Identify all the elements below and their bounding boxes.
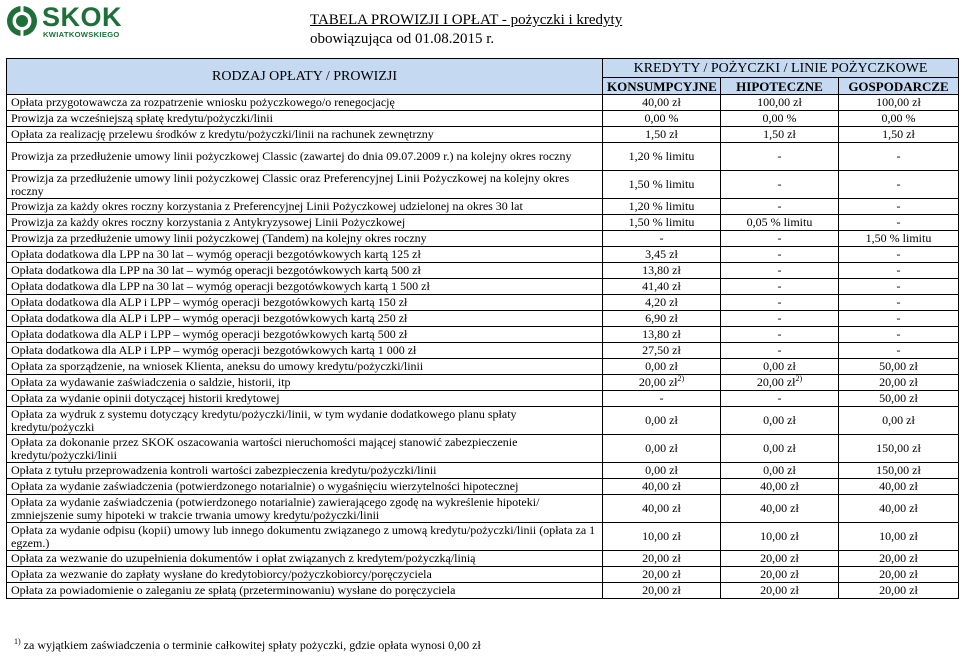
table-row xyxy=(7,375,959,391)
fee-value-text: 40,00 zł xyxy=(642,95,681,109)
fee-value-text: 0,00 zł xyxy=(763,463,796,477)
fee-value xyxy=(603,143,721,171)
fee-value-text: 4,20 zł xyxy=(645,295,678,309)
fee-label: Opłata za realizację przelewu środków z kredytu/pożyczki/linii na rachunek zewnętrzny xyxy=(7,127,603,143)
table-row xyxy=(7,327,959,343)
fee-value xyxy=(721,359,839,375)
fee-value-text: 10,00 zł xyxy=(879,529,918,543)
table-row xyxy=(7,311,959,327)
fee-value xyxy=(839,435,959,463)
fee-value xyxy=(721,143,839,171)
fee-value-text: 1,20 % limitu xyxy=(628,149,695,163)
fee-value-text: 1,50 zł xyxy=(763,127,796,141)
fee-value xyxy=(839,263,959,279)
fee-value-text: 0,05 % limitu xyxy=(746,215,813,229)
fee-value-text: 20,00 zł xyxy=(642,583,681,597)
fee-value xyxy=(839,327,959,343)
page-subtitle: obowiązująca od 01.08.2015 r. xyxy=(310,31,495,47)
fee-label: Opłata z tytułu przeprowadzenia kontroli wartości zabezpieczenia kredytu/pożyczki/linii xyxy=(7,463,603,479)
fee-value-text: 20,00 zł xyxy=(760,567,799,581)
fee-value xyxy=(721,111,839,127)
fee-value xyxy=(839,143,959,171)
logo-subtitle: KWIATKOWSKIEGO xyxy=(43,30,120,39)
fee-value xyxy=(839,523,959,551)
fee-value xyxy=(839,247,959,263)
fee-value-text: - xyxy=(896,263,901,277)
fee-value-text: 40,00 zł xyxy=(879,501,918,515)
fee-value-text: - xyxy=(659,391,664,405)
fee-value-text: - xyxy=(777,391,782,405)
fee-value-text: 40,00 zł xyxy=(760,479,799,493)
fee-value xyxy=(839,359,959,375)
fee-value xyxy=(603,199,721,215)
fee-value xyxy=(839,111,959,127)
fee-value xyxy=(839,215,959,231)
fee-value xyxy=(721,567,839,583)
fee-value-text: - xyxy=(896,311,901,325)
fee-value xyxy=(721,127,839,143)
table-row xyxy=(7,127,959,143)
table-row xyxy=(7,463,959,479)
logo-wordmark: SKOK xyxy=(42,2,123,32)
fee-value-text: - xyxy=(777,177,782,191)
table-row xyxy=(7,479,959,495)
fee-value-text: 3,45 zł xyxy=(645,247,678,261)
fee-value-text: - xyxy=(777,327,782,341)
fee-label: Opłata przygotowawcza za rozpatrzenie wniosku pożyczkowego/o renegocjację xyxy=(7,95,603,111)
fee-value xyxy=(839,279,959,295)
fee-value-text: 20,00 zł xyxy=(760,551,799,565)
fee-value xyxy=(839,127,959,143)
fee-value-text: 0,00 % xyxy=(644,111,679,125)
fee-value-text: - xyxy=(777,247,782,261)
row-header: RODZAJ OPŁATY / PROWIZJI xyxy=(7,59,603,95)
fee-value xyxy=(721,247,839,263)
fee-value xyxy=(603,279,721,295)
fee-value xyxy=(721,523,839,551)
fee-value xyxy=(603,263,721,279)
fee-value xyxy=(603,311,721,327)
fee-value xyxy=(603,215,721,231)
fee-label: Opłata za wydanie zaświadczenia (potwierdzonego notarialnie) zawierającego zgodę na wykreślenie hipoteki/ zmniejszenie sumy hipoteki w trakcie trwania umowy kredytu/pożyczki/linii xyxy=(7,495,603,523)
table-row xyxy=(7,95,959,111)
fee-value-text: 20,00 zł xyxy=(879,567,918,581)
table-row xyxy=(7,523,959,551)
table-row xyxy=(7,583,959,599)
fee-value-text: - xyxy=(896,247,901,261)
fee-value xyxy=(721,215,839,231)
fee-value xyxy=(721,343,839,359)
fee-label: Opłata dodatkowa dla ALP i LPP – wymóg operacji bezgotówkowych kartą 500 zł xyxy=(7,327,603,343)
fee-value-text: - xyxy=(777,263,782,277)
fee-rows xyxy=(7,95,959,599)
fee-label: Opłata za wezwanie do uzupełnienia dokumentów i opłat związanych z kredytem/pożyczką/linią xyxy=(7,551,603,567)
table-row xyxy=(7,295,959,311)
fee-value xyxy=(603,495,721,523)
fee-value-text: 10,00 zł xyxy=(760,529,799,543)
fee-value xyxy=(721,407,839,435)
table-row xyxy=(7,143,959,171)
fee-value xyxy=(603,247,721,263)
fee-value xyxy=(839,375,959,391)
fee-value xyxy=(839,391,959,407)
fee-label: Opłata za wydawanie zaświadczenia o saldzie, historii, itp xyxy=(7,375,603,391)
table-row xyxy=(7,407,959,435)
fee-value xyxy=(839,479,959,495)
fee-value xyxy=(603,231,721,247)
fee-value-text: - xyxy=(896,149,901,163)
fee-label: Opłata dodatkowa dla ALP i LPP – wymóg operacji bezgotówkowych kartą 150 zł xyxy=(7,295,603,311)
fee-value-text: 20,00 zł xyxy=(638,375,678,389)
fee-label: Opłata za wydanie opinii dotyczącej historii kredytowej xyxy=(7,391,603,407)
fee-value-text: 150,00 zł xyxy=(876,463,921,477)
fee-value-text: 20,00 zł xyxy=(879,375,918,389)
fee-value-text: - xyxy=(896,199,901,213)
fee-value-text: - xyxy=(777,295,782,309)
fee-value xyxy=(603,375,721,391)
fee-value-text: 0,00 % xyxy=(762,111,797,125)
table-row xyxy=(7,435,959,463)
fee-value xyxy=(721,199,839,215)
fee-value xyxy=(839,231,959,247)
fee-value-text: 0,00 zł xyxy=(882,413,915,427)
fee-value xyxy=(839,343,959,359)
fee-label: Opłata za wydanie zaświadczenia (potwierdzonego notarialnie) o wygaśnięciu wierzytelności hipotecznej xyxy=(7,479,603,495)
fee-value xyxy=(839,171,959,199)
fee-value-text: 1,50 % limitu xyxy=(628,177,695,191)
fee-value xyxy=(721,479,839,495)
fee-value xyxy=(603,127,721,143)
fee-value xyxy=(721,375,839,391)
fee-value-text: 20,00 zł xyxy=(642,551,681,565)
fee-value-text: 13,80 zł xyxy=(642,327,681,341)
footnote-ref: 2) xyxy=(677,374,685,383)
fee-value-text: - xyxy=(777,231,782,245)
fee-value-text: 0,00 zł xyxy=(763,441,796,455)
fee-value-text: - xyxy=(896,279,901,293)
fee-value-text: - xyxy=(659,231,664,245)
table-row xyxy=(7,111,959,127)
footnote-text: za wyjątkiem zaświadczenia o terminie całkowitej spłaty pożyczki, gdzie opłata wynosi 0,00 zł xyxy=(23,638,481,652)
fee-value-text: 40,00 zł xyxy=(879,479,918,493)
table-row xyxy=(7,567,959,583)
fee-value-text: - xyxy=(777,199,782,213)
fee-value-text: 1,50 % limitu xyxy=(628,215,695,229)
fees-table xyxy=(6,58,959,599)
fee-value xyxy=(839,463,959,479)
fee-value-text: - xyxy=(896,215,901,229)
fee-label: Opłata dodatkowa dla ALP i LPP – wymóg operacji bezgotówkowych kartą 250 zł xyxy=(7,311,603,327)
footnote-mark: 1) xyxy=(14,637,21,646)
fee-label: Prowizja za wcześniejszą spłatę kredytu/pożyczki/linii xyxy=(7,111,603,127)
fee-value-text: 20,00 zł xyxy=(756,375,796,389)
table-row xyxy=(7,391,959,407)
fee-label: Opłata za dokonanie przez SKOK oszacowania wartości nieruchomości mającej stanowić zabezpieczenie kredytu/pożyczki/linii xyxy=(7,435,603,463)
fee-value-text: 50,00 zł xyxy=(879,359,918,373)
fee-value-text: 100,00 zł xyxy=(757,95,802,109)
fee-value xyxy=(721,95,839,111)
fee-value-text: 41,40 zł xyxy=(642,279,681,293)
fee-value xyxy=(721,311,839,327)
fee-value xyxy=(721,551,839,567)
fee-label: Opłata za wydruk z systemu dotyczący kredytu/pożyczki/linii, w tym wydanie dodatkowego planu spłaty kredytu/pożyczki xyxy=(7,407,603,435)
fee-value xyxy=(721,295,839,311)
table-row xyxy=(7,551,959,567)
fee-value xyxy=(603,583,721,599)
fee-label: Prowizja za każdy okres roczny korzystania z Preferencyjnej Linii Pożyczkowej udzielonej na okres 30 lat xyxy=(7,199,603,215)
fee-value-text: 0,00 % xyxy=(881,111,916,125)
footnote-ref: 2) xyxy=(795,374,803,383)
fee-value-text: - xyxy=(777,149,782,163)
fee-value xyxy=(603,567,721,583)
fee-value xyxy=(603,111,721,127)
fee-value-text: 40,00 zł xyxy=(642,479,681,493)
fee-value xyxy=(603,551,721,567)
fee-value-text: 0,00 zł xyxy=(763,359,796,373)
fee-value-text: 50,00 zł xyxy=(879,391,918,405)
fee-label: Prowizja za przedłużenie umowy linii pożyczkowej (Tandem) na kolejny okres roczny xyxy=(7,231,603,247)
fee-value xyxy=(603,295,721,311)
fee-value xyxy=(721,391,839,407)
page-title: TABELA PROWIZJI I OPŁAT - pożyczki i kredyty xyxy=(310,12,623,28)
fee-value-text: 20,00 zł xyxy=(879,583,918,597)
fee-value xyxy=(603,391,721,407)
fee-value xyxy=(603,463,721,479)
column-header-hipoteczne: HIPOTECZNE xyxy=(721,78,839,95)
fee-value-text: - xyxy=(777,279,782,293)
fee-label: Prowizja za każdy okres roczny korzystania z Antykryzysowej Linii Pożyczkowej xyxy=(7,215,603,231)
skok-logo xyxy=(6,4,134,42)
fee-value xyxy=(721,263,839,279)
fee-value-text: 0,00 zł xyxy=(645,463,678,477)
fee-value-text: 0,00 zł xyxy=(645,441,678,455)
skok-emblem-icon xyxy=(6,4,38,38)
fee-value-text: - xyxy=(896,327,901,341)
fee-label: Opłata za wydanie odpisu (kopii) umowy lub innego dokumentu związanego z umową kredytu/pożyczki/linii (opłata za 1 egzem.) xyxy=(7,523,603,551)
table-row xyxy=(7,247,959,263)
group-header: KREDYTY / POŻYCZKI / LINIE POŻYCZKOWE xyxy=(603,59,959,78)
fee-value xyxy=(839,407,959,435)
fee-value xyxy=(721,495,839,523)
fee-value-text: 27,50 zł xyxy=(642,343,681,357)
fee-value-text: 6,90 zł xyxy=(645,311,678,325)
fee-value-text: 100,00 zł xyxy=(876,95,921,109)
fee-value-text: 1,50 % limitu xyxy=(865,231,932,245)
fee-value-text: 150,00 zł xyxy=(876,441,921,455)
table-row xyxy=(7,263,959,279)
fee-value xyxy=(603,407,721,435)
fee-value-text: 10,00 zł xyxy=(642,529,681,543)
fee-value xyxy=(839,551,959,567)
fee-value xyxy=(721,231,839,247)
table-row xyxy=(7,199,959,215)
fee-value-text: 40,00 zł xyxy=(760,501,799,515)
fee-label: Opłata za powiadomienie o zaleganiu ze spłatą (przeterminowaniu) wysłane do poręczyciela xyxy=(7,583,603,599)
fee-label: Opłata dodatkowa dla LPP na 30 lat – wymóg operacji bezgotówkowych kartą 500 zł xyxy=(7,263,603,279)
fee-value xyxy=(603,327,721,343)
table-row xyxy=(7,231,959,247)
fee-value-text: 40,00 zł xyxy=(642,501,681,515)
fee-value-text: - xyxy=(777,343,782,357)
fee-value xyxy=(603,479,721,495)
fee-value xyxy=(603,343,721,359)
fee-label: Opłata za sporządzenie, na wniosek Klienta, aneksu do umowy kredytu/pożyczki/linii xyxy=(7,359,603,375)
fee-value-text: 13,80 zł xyxy=(642,263,681,277)
fee-label: Prowizja za przedłużenie umowy linii pożyczkowej Classic (zawartej do dnia 09.07.2009 r.) na kolejny okres roczny xyxy=(7,143,603,171)
fee-value xyxy=(721,583,839,599)
table-row xyxy=(7,495,959,523)
fee-value-text: - xyxy=(896,177,901,191)
fee-value-text: - xyxy=(896,343,901,357)
fee-value xyxy=(721,463,839,479)
fee-value-text: 1,50 zł xyxy=(882,127,915,141)
fee-value xyxy=(839,311,959,327)
table-row xyxy=(7,171,959,199)
fee-value-text: - xyxy=(777,311,782,325)
fee-label: Opłata dodatkowa dla ALP i LPP – wymóg operacji bezgotówkowych kartą 1 000 zł xyxy=(7,343,603,359)
fee-value-text: 0,00 zł xyxy=(645,413,678,427)
fee-label: Opłata dodatkowa dla LPP na 30 lat – wymóg operacji bezgotówkowych kartą 1 500 zł xyxy=(7,279,603,295)
table-row xyxy=(7,215,959,231)
fee-label: Opłata za wezwanie do zapłaty wysłane do kredytobiorcy/pożyczkobiorcy/poręczyciela xyxy=(7,567,603,583)
fee-value xyxy=(839,495,959,523)
fee-value xyxy=(721,279,839,295)
fee-value-text: 0,00 zł xyxy=(645,359,678,373)
column-header-gospodarcze: GOSPODARCZE xyxy=(839,78,959,95)
fee-value xyxy=(603,171,721,199)
fee-value xyxy=(603,523,721,551)
fee-value xyxy=(721,435,839,463)
fee-label: Prowizja za przedłużenie umowy linii pożyczkowej Classic oraz Preferencyjnej Linii Pożyczkowej na kolejny okres roczny xyxy=(7,171,603,199)
fee-value xyxy=(839,295,959,311)
fee-value-text: 0,00 zł xyxy=(763,413,796,427)
footnote xyxy=(14,638,481,653)
fee-label: Opłata dodatkowa dla LPP na 30 lat – wymóg operacji bezgotówkowych kartą 125 zł xyxy=(7,247,603,263)
fee-value xyxy=(603,435,721,463)
fee-value xyxy=(839,199,959,215)
table-row xyxy=(7,279,959,295)
fee-value xyxy=(603,359,721,375)
column-header-konsumpcyjne: KONSUMPCYJNE xyxy=(603,78,721,95)
fee-value-text: 20,00 zł xyxy=(642,567,681,581)
fee-value-text: 1,20 % limitu xyxy=(628,199,695,213)
fee-value xyxy=(839,583,959,599)
table-row xyxy=(7,343,959,359)
fee-value xyxy=(721,171,839,199)
fee-value-text: 1,50 zł xyxy=(645,127,678,141)
fee-value-text: - xyxy=(896,295,901,309)
fee-value xyxy=(839,95,959,111)
fee-value-text: 20,00 zł xyxy=(760,583,799,597)
table-row xyxy=(7,359,959,375)
fee-value xyxy=(603,95,721,111)
fee-value-text: 20,00 zł xyxy=(879,551,918,565)
fee-value xyxy=(839,567,959,583)
fee-value xyxy=(721,327,839,343)
